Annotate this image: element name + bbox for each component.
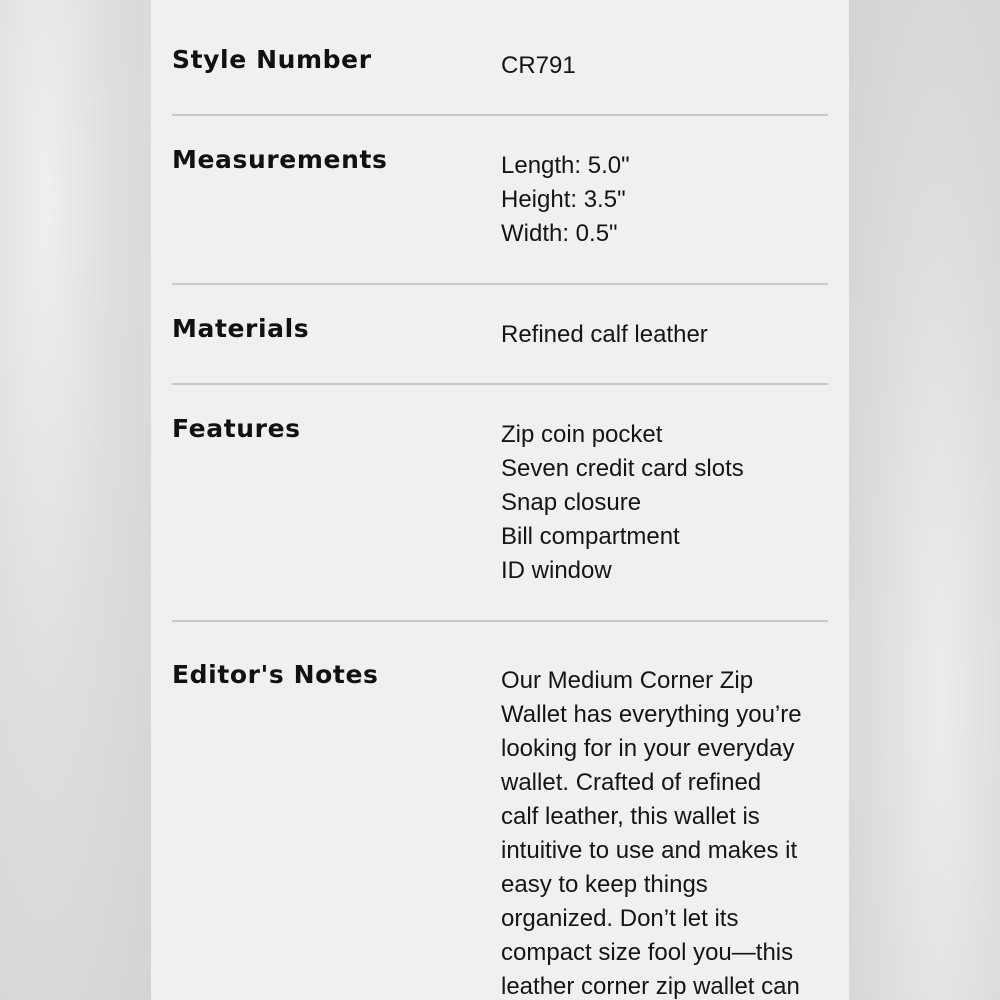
divider [172, 283, 828, 285]
spec-value-line: Zip coin pocket [501, 421, 663, 448]
background-left [0, 0, 151, 1000]
spec-value-line: Snap closure [501, 489, 642, 516]
spec-label: Style Number [172, 45, 372, 74]
spec-value-line: CR791 [501, 52, 576, 79]
spec-value-line: compact size fool you—this [501, 939, 794, 966]
spec-value-line: intuitive to use and makes it [501, 837, 798, 864]
spec-label: Features [172, 414, 301, 443]
spec-label: Editor's Notes [172, 660, 379, 689]
spec-value-line: Seven credit card slots [501, 455, 744, 482]
spec-value-line: Height: 3.5" [501, 186, 626, 213]
spec-value-line: wallet. Crafted of refined [501, 769, 762, 796]
spec-value-line: Wallet has everything you’re [501, 701, 802, 728]
spec-value-line: Bill compartment [501, 523, 680, 550]
spec-value [501, 318, 708, 352]
divider [172, 620, 828, 622]
spec-value [501, 49, 576, 83]
divider [172, 383, 828, 385]
spec-value-line: organized. Don’t let its [501, 905, 739, 932]
product-details-panel[interactable] [151, 0, 849, 1000]
background-right [849, 0, 1000, 1000]
spec-value-line: ID window [501, 557, 612, 584]
editors-notes-text [501, 664, 802, 1000]
spec-label: Materials [172, 314, 310, 343]
spec-value-line: Length: 5.0" [501, 152, 630, 179]
spec-value [501, 418, 744, 588]
spec-value-line: leather corner zip wallet can [501, 973, 800, 1000]
spec-label: Measurements [172, 145, 388, 174]
spec-value-line: Our Medium Corner Zip [501, 667, 754, 694]
spec-value-line: Refined calf leather [501, 321, 708, 348]
divider [172, 114, 828, 116]
spec-value-line: easy to keep things [501, 871, 708, 898]
spec-value-line: looking for in your everyday [501, 735, 795, 762]
spec-value-line: calf leather, this wallet is [501, 803, 760, 830]
spec-value-line: Width: 0.5" [501, 220, 618, 247]
spec-value [501, 149, 630, 251]
